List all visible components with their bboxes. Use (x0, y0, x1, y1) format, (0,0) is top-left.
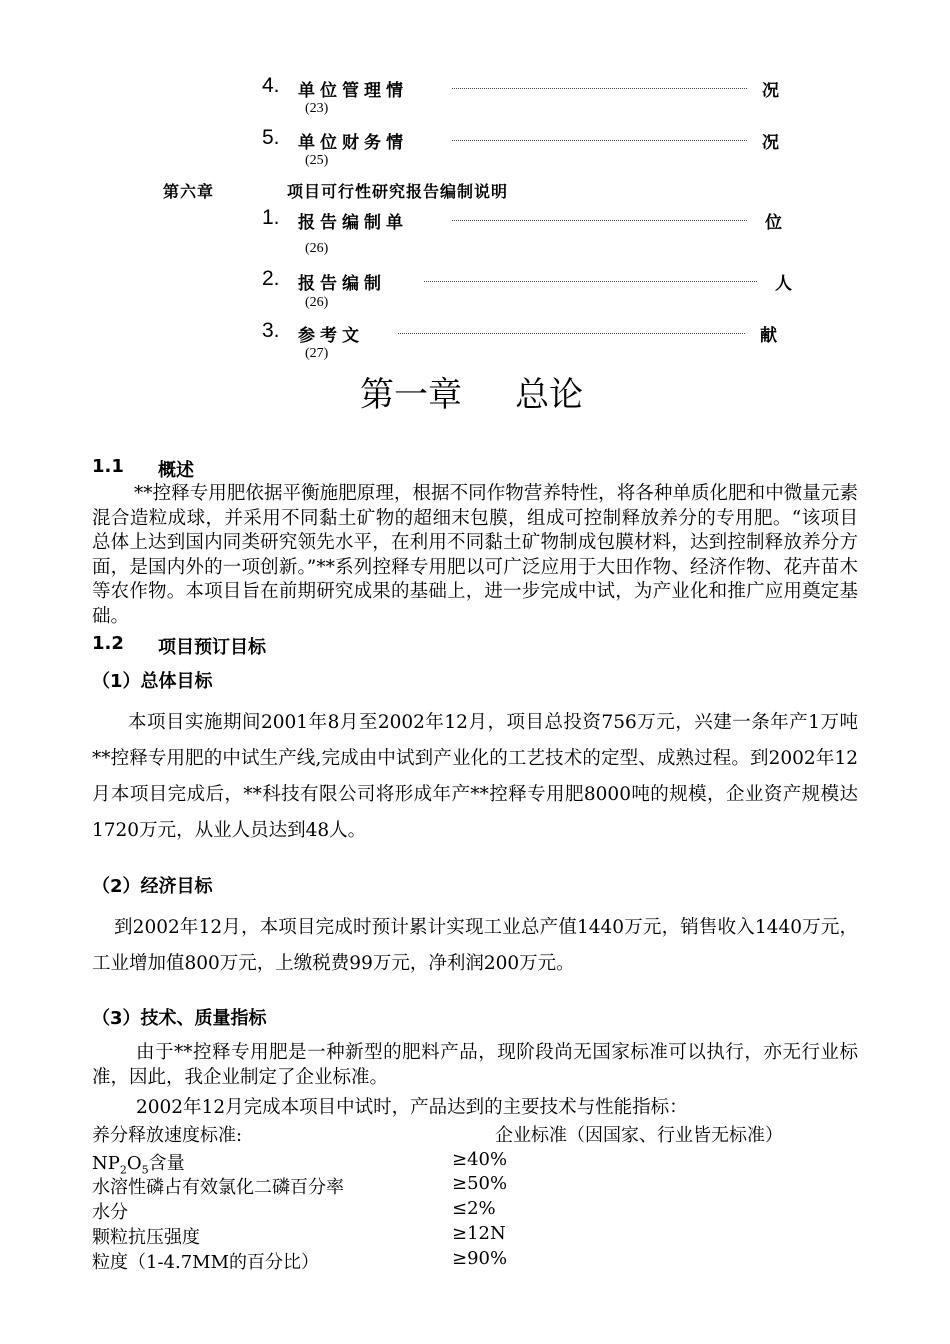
toc-item-title-end: 位 (765, 213, 782, 233)
toc-item-number: 2. (262, 267, 280, 290)
toc-page-number: (25) (305, 153, 329, 168)
toc-item-title[interactable]: 单位财务情 (298, 133, 408, 153)
subsection-title: （3）技术、质量指标 (92, 1008, 267, 1029)
spec-name: 水溶性磷占有效氯化二磷百分率 (92, 1177, 344, 1198)
spec-value: ≥50% (452, 1173, 508, 1194)
toc-page-number: (26) (305, 241, 329, 256)
chapter-heading (360, 367, 583, 416)
spec-name: 颗粒抗压强度 (92, 1227, 200, 1248)
toc-item-title-end: 况 (762, 133, 779, 153)
spec-value: ≥12N (452, 1223, 506, 1244)
toc-page-number: (26) (305, 295, 329, 310)
toc-leader-dots (398, 333, 745, 334)
toc-chapter-title[interactable]: 项目可行性研究报告编制说明 (287, 182, 509, 201)
toc-page-number: (27) (305, 346, 329, 361)
toc-item-title[interactable]: 报告编制 (298, 274, 386, 294)
spec-value: ≥40% (452, 1149, 508, 1170)
overview-paragraph: **控释专用肥依据平衡施肥原理，根据不同作物营养特性，将各种单质化肥和中微量元素混合造粒成球，并采用不同黏土矿物的超细末包膜，组成可控制释放养分的专用肥。“该项目总体上达到国内同类研究领先水平，在利用不同黏土矿物制成包膜材料，达到控制释放养分方面，是国内外的一项创新。”**系列控释专用肥以可广泛应用于大田作物、经济作物、花卉苗木等农作物。本项目旨在前期研究成果的基础上，进一步完成中试，为产业化和推广应用奠定基础。 (92, 483, 858, 627)
spec-value: ≥90% (452, 1248, 508, 1269)
toc-item-number: 4. (262, 74, 280, 97)
section-title: 项目预订目标 (158, 637, 266, 658)
toc-item-title[interactable]: 单位管理情 (298, 81, 408, 101)
toc-leader-dots (452, 140, 747, 141)
spec-value: ≤2% (452, 1198, 496, 1219)
technical-indicator-intro: 2002年12月完成本项目中试时，产品达到的主要技术与性能指标： (136, 1097, 688, 1118)
section-number: 1.2 (92, 633, 124, 654)
economic-goal-paragraph: 到2002年12月，本项目完成时预计累计实现工业总产值1440万元，销售收入1440万元，工业增加值800万元，上缴税费99万元，净利润200万元。 (92, 917, 858, 974)
toc-item-number: 1. (262, 206, 280, 229)
section-number: 1.1 (92, 456, 124, 477)
toc-chapter-label: 第六章 (163, 182, 215, 201)
toc-item-number: 3. (262, 319, 280, 342)
section-title: 概述 (158, 460, 194, 481)
spec-name: 水分 (92, 1202, 128, 1223)
technical-standard-paragraph: 由于**控释专用肥是一种新型的肥料产品，现阶段尚无国家标准可以执行，亦无行业标准，因此，我企业制定了企业标准。 (92, 1042, 858, 1088)
toc-item-title-end: 献 (760, 326, 777, 346)
chapter-label: 第一章 (360, 375, 462, 415)
toc-item-title-end: 况 (762, 81, 779, 101)
toc-item-title-end: 人 (775, 274, 792, 294)
subsection-title: （1）总体目标 (92, 671, 213, 692)
spec-name: 粒度（1-4.7MM的百分比） (92, 1252, 320, 1273)
overall-goal-paragraph: 本项目实施期间2001年8月至2002年12月，项目总投资756万元，兴建一条年产1万吨**控释专用肥的中试生产线,完成由中试到产业化的工艺技术的定型、成熟过程。到2002年12月本项目完成后，**科技有限公司将形成年产**控释专用肥8000吨的规模，企业资产规模达1720万元，从业人员达到48人。 (92, 712, 858, 841)
toc-leader-dots (452, 88, 747, 89)
toc-item-title[interactable]: 报告编制单 (298, 213, 408, 233)
toc-item-title[interactable]: 参考文 (298, 326, 364, 346)
chapter-title: 总论 (515, 375, 584, 415)
spec-header-right: 企业标准（因国家、行业皆无标准） (495, 1125, 783, 1146)
subsection-title: （2）经济目标 (92, 876, 213, 897)
toc-page-number: (23) (305, 101, 329, 116)
toc-item-number: 5. (262, 126, 280, 149)
toc-leader-dots (452, 220, 747, 221)
spec-name: $NP_2O_5$含量 (92, 1153, 185, 1177)
toc-leader-dots (424, 281, 757, 282)
spec-header-left: 养分释放速度标准: (92, 1125, 243, 1146)
